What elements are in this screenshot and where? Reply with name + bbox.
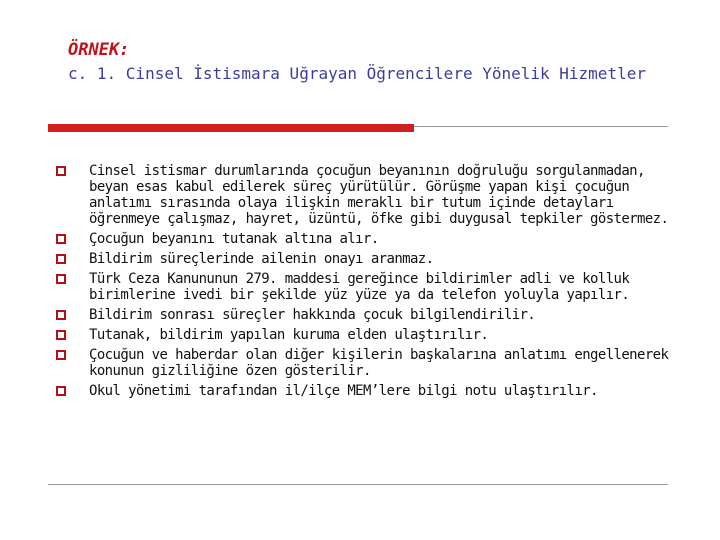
bullet-text: Çocuğun ve haberdar olan diğer kişilerin başkalarına anlatımı engellenerek konunun gizliliğine özen gösterilir. — [89, 347, 669, 379]
square-bullet-icon — [56, 274, 66, 284]
list-item — [54, 307, 674, 323]
square-bullet-icon — [56, 350, 66, 360]
square-bullet-icon — [56, 330, 66, 340]
title-example-label: ÖRNEK: — [68, 40, 130, 60]
title-accent-bar — [48, 124, 414, 132]
list-item — [54, 231, 674, 247]
bullet-list — [54, 163, 674, 403]
bullet-text: Bildirim süreçlerinde ailenin onayı aranmaz. — [89, 251, 434, 267]
list-item — [54, 163, 674, 227]
bullet-text: Türk Ceza Kanununun 279. maddesi gereğince bildirimler adli ve kolluk birimlerine ivedi bir şekilde yüz yüze ya da telefon yoluyla yapılır. — [89, 271, 630, 303]
square-bullet-icon — [56, 234, 66, 244]
square-bullet-icon — [56, 254, 66, 264]
bullet-text: Bildirim sonrası süreçler hakkında çocuk bilgilendirilir. — [89, 307, 536, 323]
bullet-text: Tutanak, bildirim yapılan kuruma elden ulaştırılır. — [89, 327, 489, 343]
slide-title — [68, 38, 668, 86]
square-bullet-icon — [56, 310, 66, 320]
bullet-text: Okul yönetimi tarafından il/ilçe MEM’lere bilgi notu ulaştırılır. — [89, 383, 598, 399]
list-item — [54, 327, 674, 343]
square-bullet-icon — [56, 386, 66, 396]
list-item — [54, 251, 674, 267]
bullet-text: Çocuğun beyanını tutanak altına alır. — [89, 231, 379, 247]
list-item — [54, 271, 674, 303]
list-item — [54, 383, 674, 399]
title-main: c. 1. Cinsel İstismara Uğrayan Öğrencilere Yönelik Hizmetler — [68, 64, 646, 83]
list-item — [54, 347, 674, 379]
footer-divider — [48, 484, 668, 485]
bullet-text: Cinsel istismar durumlarında çocuğun beyanının doğruluğu sorgulanmadan, beyan esas kabul edilerek süreç yürütülür. Görüşme yapan kişi çocuğun anlatımı sırasında olaya ilişkin meraklı bir tutum içinde detayları öğrenmeye çalışmaz, hayret, üzüntü, öfke gibi duygusal tepkiler göstermez. — [89, 163, 669, 227]
square-bullet-icon — [56, 166, 66, 176]
